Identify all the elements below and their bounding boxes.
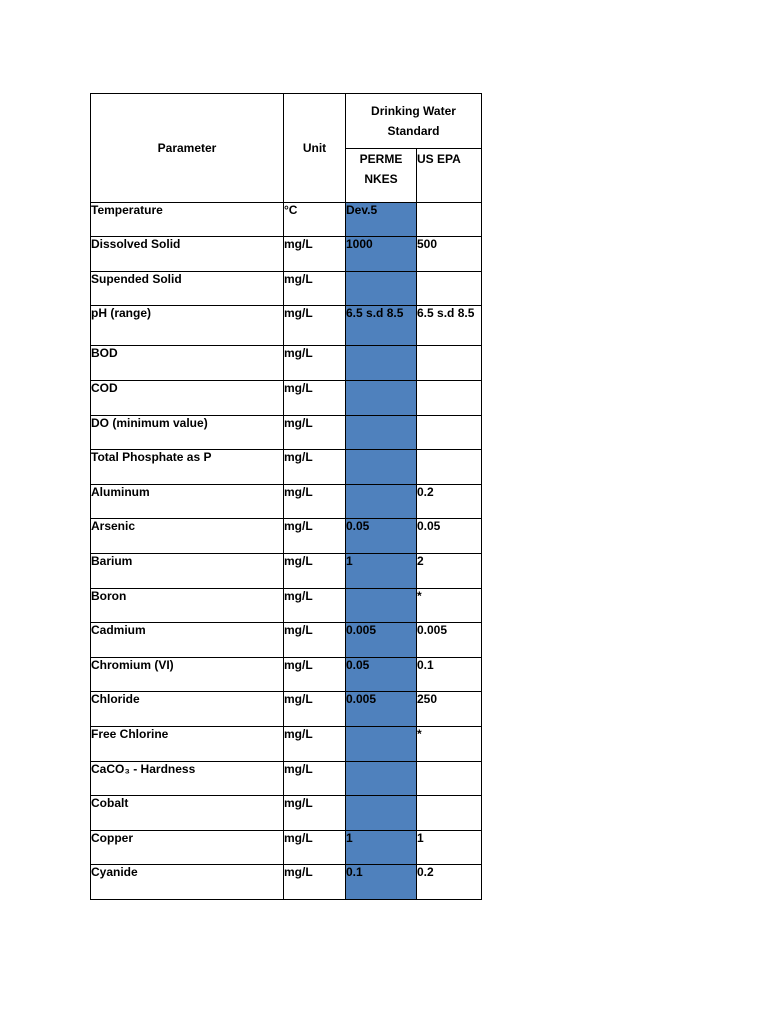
- permenkes-value: [346, 381, 417, 416]
- parameter-cell: DO (minimum value): [91, 416, 284, 450]
- permenkes-value: Dev.5: [346, 203, 417, 237]
- parameter-cell: Barium: [91, 554, 284, 589]
- table-row: [91, 450, 482, 485]
- parameter-cell: Chloride: [91, 692, 284, 727]
- us-epa-value: 500: [417, 237, 482, 272]
- permenkes-value: 6.5 s.d 8.5: [346, 306, 417, 346]
- us-epa-value: *: [417, 589, 482, 623]
- table-row: [91, 623, 482, 658]
- parameter-cell: Free Chlorine: [91, 727, 284, 762]
- us-epa-value: [417, 762, 482, 796]
- table-row: [91, 727, 482, 762]
- us-epa-value: [417, 346, 482, 381]
- header-parameter: Parameter: [91, 94, 284, 203]
- parameter-cell: BOD: [91, 346, 284, 381]
- unit-cell: mg/L: [284, 485, 346, 519]
- us-epa-value: 0.2: [417, 865, 482, 900]
- parameter-cell: CaCO₃ - Hardness: [91, 762, 284, 796]
- table-row: [91, 796, 482, 831]
- unit-cell: mg/L: [284, 237, 346, 272]
- permenkes-value: 0.05: [346, 519, 417, 554]
- parameter-cell: Copper: [91, 831, 284, 865]
- permenkes-value: [346, 762, 417, 796]
- parameter-cell: Cyanide: [91, 865, 284, 900]
- us-epa-value: 0.05: [417, 519, 482, 554]
- permenkes-value: 1: [346, 554, 417, 589]
- header-drinking-water-standard: Drinking Water Standard: [346, 94, 482, 149]
- us-epa-value: [417, 416, 482, 450]
- permenkes-value: [346, 485, 417, 519]
- us-epa-value: [417, 272, 482, 306]
- parameter-cell: Aluminum: [91, 485, 284, 519]
- parameter-cell: Boron: [91, 589, 284, 623]
- unit-cell: mg/L: [284, 796, 346, 831]
- permenkes-value: [346, 589, 417, 623]
- table-row: [91, 346, 482, 381]
- table-row: [91, 272, 482, 306]
- permenkes-value: 0.1: [346, 865, 417, 900]
- unit-cell: mg/L: [284, 416, 346, 450]
- us-epa-value: 0.1: [417, 658, 482, 692]
- us-epa-value: 6.5 s.d 8.5: [417, 306, 482, 346]
- unit-cell: mg/L: [284, 306, 346, 346]
- us-epa-value: [417, 203, 482, 237]
- table-row: [91, 416, 482, 450]
- table-row: [91, 203, 482, 237]
- table-row: [91, 658, 482, 692]
- parameter-cell: Chromium (VI): [91, 658, 284, 692]
- table-row: [91, 762, 482, 796]
- us-epa-value: 250: [417, 692, 482, 727]
- unit-cell: mg/L: [284, 272, 346, 306]
- us-epa-value: [417, 381, 482, 416]
- us-epa-value: 2: [417, 554, 482, 589]
- unit-cell: mg/L: [284, 692, 346, 727]
- table-row: [91, 519, 482, 554]
- permenkes-value: [346, 272, 417, 306]
- drinking-water-standard-table: [90, 93, 482, 900]
- us-epa-value: 1: [417, 831, 482, 865]
- us-epa-value: *: [417, 727, 482, 762]
- permenkes-value: 1: [346, 831, 417, 865]
- permenkes-value: [346, 450, 417, 485]
- table-row: [91, 589, 482, 623]
- table-row: [91, 865, 482, 900]
- header-permenkes: PERME NKES: [346, 149, 417, 203]
- unit-cell: mg/L: [284, 831, 346, 865]
- parameter-cell: Arsenic: [91, 519, 284, 554]
- unit-cell: mg/L: [284, 623, 346, 658]
- unit-cell: mg/L: [284, 519, 346, 554]
- table-row: [91, 831, 482, 865]
- us-epa-value: 0.005: [417, 623, 482, 658]
- unit-cell: mg/L: [284, 658, 346, 692]
- parameter-cell: Cadmium: [91, 623, 284, 658]
- permenkes-value: 0.005: [346, 692, 417, 727]
- unit-cell: mg/L: [284, 762, 346, 796]
- unit-cell: mg/L: [284, 381, 346, 416]
- parameter-cell: pH (range): [91, 306, 284, 346]
- permenkes-value: [346, 416, 417, 450]
- unit-cell: mg/L: [284, 450, 346, 485]
- unit-cell: °C: [284, 203, 346, 237]
- unit-cell: mg/L: [284, 727, 346, 762]
- parameter-cell: Temperature: [91, 203, 284, 237]
- permenkes-value: [346, 727, 417, 762]
- permenkes-value: [346, 346, 417, 381]
- header-us-epa: US EPA: [417, 149, 482, 203]
- parameter-cell: Supended Solid: [91, 272, 284, 306]
- parameter-cell: Cobalt: [91, 796, 284, 831]
- us-epa-value: [417, 450, 482, 485]
- us-epa-value: [417, 796, 482, 831]
- permenkes-value: [346, 796, 417, 831]
- unit-cell: mg/L: [284, 554, 346, 589]
- permenkes-value: 0.005: [346, 623, 417, 658]
- permenkes-value: 1000: [346, 237, 417, 272]
- unit-cell: mg/L: [284, 346, 346, 381]
- parameter-cell: Total Phosphate as P: [91, 450, 284, 485]
- table-row: [91, 485, 482, 519]
- table-row: [91, 554, 482, 589]
- header-unit: Unit: [284, 94, 346, 203]
- table-row: [91, 692, 482, 727]
- parameter-cell: COD: [91, 381, 284, 416]
- table-row: [91, 381, 482, 416]
- table-row: [91, 237, 482, 272]
- parameter-cell: Dissolved Solid: [91, 237, 284, 272]
- permenkes-value: 0.05: [346, 658, 417, 692]
- unit-cell: mg/L: [284, 589, 346, 623]
- unit-cell: mg/L: [284, 865, 346, 900]
- us-epa-value: 0.2: [417, 485, 482, 519]
- table-row: [91, 306, 482, 346]
